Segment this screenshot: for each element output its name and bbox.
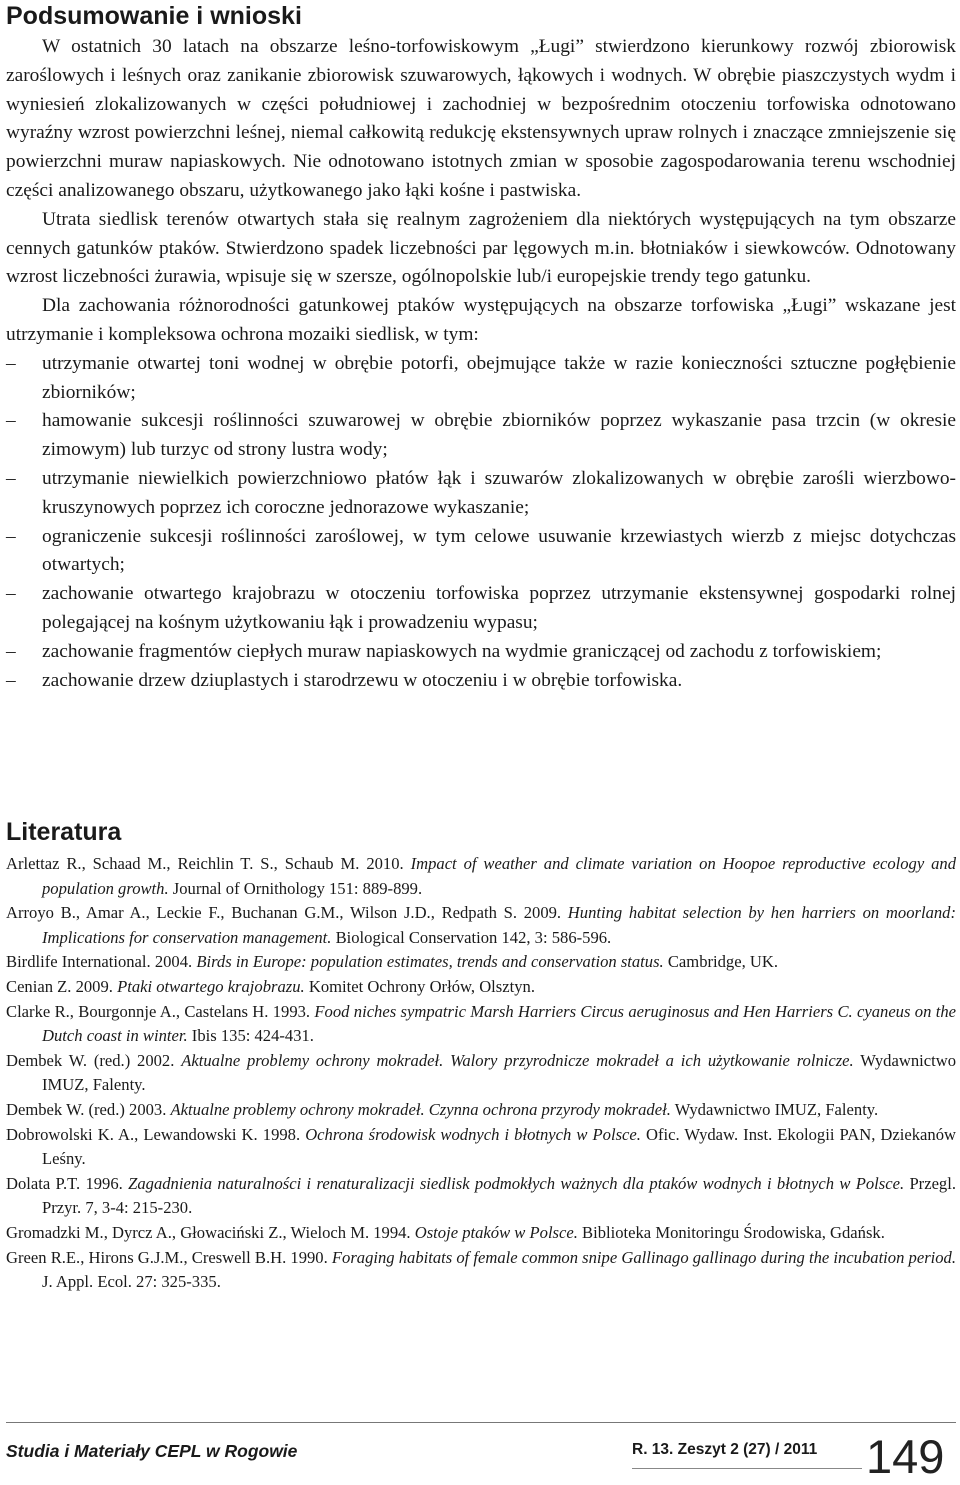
issue-label: R. 13. Zeszyt 2 (27) / 2011	[632, 1441, 818, 1458]
reference-source: Cambridge, UK.	[663, 952, 778, 972]
reference-authors: Dolata P.T. 1996.	[6, 1173, 129, 1193]
list-item	[6, 465, 956, 523]
recommendations-list	[6, 350, 956, 696]
reference-entry	[6, 1049, 956, 1098]
reference-source: Ibis 135: 424-431.	[187, 1026, 314, 1046]
list-item	[6, 580, 956, 638]
dash-marker: –	[6, 640, 16, 662]
reference-title: Ochrona środowisk wodnych i błotnych w Polsce.	[305, 1124, 641, 1144]
reference-entry	[6, 852, 956, 901]
reference-authors: Gromadzki M., Dyrcz A., Głowaciński Z., Wieloch M. 1994.	[6, 1222, 415, 1242]
dash-marker: –	[6, 669, 16, 691]
reference-source: Wydawnictwo IMUZ, Falenty.	[670, 1099, 879, 1119]
reference-title: Zagadnienia naturalności i renaturalizacji siedlisk podmokłych ważnych dla ptaków wodnych i błotnych w Polsce.	[128, 1173, 905, 1193]
reference-entry	[6, 1172, 956, 1221]
reference-title: Birds in Europe: population estimates, trends and conservation status.	[196, 952, 664, 972]
reference-title: Ostoje ptaków w Polsce.	[414, 1222, 578, 1242]
journal-title: Studia i Materiały CEPL w Rogowie	[6, 1441, 298, 1461]
reference-entry	[6, 1123, 956, 1172]
paragraph: Dla zachowania różnorodności gatunkowej ptaków występujących na obszarze torfowiska „Ługi” wskazane jest utrzymanie i kompleksowa ochrona mozaiki siedlisk, w tym:	[6, 295, 956, 345]
dash-marker: –	[6, 410, 16, 432]
list-item	[6, 523, 956, 581]
list-item	[6, 407, 956, 465]
reference-title: Hunting habitat selection by hen harriers on moorland: Implications for conservation management.	[42, 903, 956, 947]
reference-title: Food niches sympatric Marsh Harriers Circus aeruginosus and Hen Harriers C. cyaneus on the Dutch coast in winter.	[42, 1001, 956, 1046]
list-item-text: zachowanie drzew dziuplastych i starodrzewu w otoczeniu i w obrębie torfowiska.	[42, 669, 683, 691]
list-item-text: zachowanie otwartego krajobrazu w otoczeniu torfowiska poprzez utrzymanie ekstensywnej gospodarki rolnej polegającej na kośnym użytkowaniu łąk i prowadzeniu wypasu;	[42, 583, 956, 633]
reference-entry	[6, 901, 956, 950]
reference-entry	[6, 1098, 956, 1123]
list-item-text: utrzymanie otwartej toni wodnej w obrębie potorfi, obejmujące także w razie konieczności sztuczne pogłębienie zbiorników;	[42, 352, 956, 403]
reference-source: Wydawnictwo IMUZ, Falenty.	[42, 1050, 956, 1095]
reference-entry	[6, 1221, 956, 1246]
reference-authors: Dobrowolski K. A., Lewandowski K. 1998.	[6, 1124, 306, 1144]
list-item	[6, 638, 956, 667]
summary-body	[6, 33, 956, 695]
page-number: 149	[866, 1430, 945, 1483]
reference-authors: Dembek W. (red.) 2002.	[6, 1050, 182, 1070]
reference-title: Impact of weather and climate variation on Hoopoe reproductive ecology and population growth.	[42, 854, 957, 898]
reference-authors: Dembek W. (red.) 2003.	[6, 1099, 171, 1119]
reference-entry	[6, 950, 956, 975]
reference-authors: Arroyo B., Amar A., Leckie F., Buchanan G.M., Wilson J.D., Redpath S. 2009.	[6, 903, 568, 923]
reference-source: Komitet Ochrony Orłów, Olsztyn.	[304, 976, 535, 996]
reference-entry	[6, 975, 956, 1000]
reference-source: Biblioteka Monitoringu Środowiska, Gdańsk.	[577, 1222, 885, 1242]
reference-authors: Cenian Z. 2009.	[6, 976, 118, 996]
footer-divider	[6, 1422, 956, 1423]
reference-authors: Birdlife International. 2004.	[6, 952, 197, 972]
reference-entry	[6, 1000, 956, 1049]
section-heading-literature: Literatura	[6, 818, 122, 846]
reference-title: Ptaki otwartego krajobrazu.	[117, 976, 305, 996]
reference-authors: Arlettaz R., Schaad M., Reichlin T. S., Schaub M. 2010.	[6, 854, 411, 873]
reference-title: Aktualne problemy ochrony mokradeł. Czynna ochrona przyrody mokradeł.	[170, 1099, 671, 1119]
issue-underline	[632, 1468, 862, 1469]
reference-title: Aktualne problemy ochrony mokradeł. Walory przyrodnicze mokradeł a ich użytkowanie rolnicze.	[181, 1050, 854, 1070]
reference-source: Journal of Ornithology 151: 889-899.	[168, 878, 423, 898]
list-item-text: zachowanie fragmentów ciepłych muraw napiaskowych na wydmie graniczącej od zachodu z torfowiskiem;	[42, 640, 882, 662]
reference-authors: Green R.E., Hirons G.J.M., Creswell B.H. 1990.	[6, 1247, 332, 1267]
paragraph: W ostatnich 30 latach na obszarze leśno-torfowiskowym „Ługi” stwierdzono kierunkowy rozwój zbiorowisk zaroślowych i leśnych oraz zanikanie zbiorowisk szuwarowych, łąkowych i wodnych. W obrębie piaszczystych wydm i wyniesień zlokalizowanych w części południowej i zachodniej w bezpośrednim otoczeniu torfowiska odnotowano wyraźny wzrost powierzchni leśnej, niemal całkowitą redukcję ekstensywnych upraw rolnych i znaczące zmniejszenie się powierzchni muraw napiaskowych. Nie odnotowano istotnych zmian w sposobie zagospodarowania terenu wschodniej części analizowanego obszaru, użytkowanego jako łąki kośne i pastwiska.	[6, 36, 956, 201]
list-item	[6, 350, 956, 408]
dash-marker: –	[6, 467, 16, 489]
list-item-text: hamowanie sukcesji roślinności szuwarowej w obrębie zbiorników poprzez wykaszanie pasa trzcin (w okresie zimowym) lub turzyc od strony lustra wody;	[42, 410, 956, 461]
list-item	[6, 667, 956, 696]
reference-authors: Clarke R., Bourgonnje A., Castelans H. 1993.	[6, 1001, 315, 1021]
dash-marker: –	[6, 583, 16, 605]
dash-marker: –	[6, 352, 16, 374]
list-item-text: ograniczenie sukcesji roślinności zaroślowej, w tym celowe usuwanie krzewiastych wierzb z miejsc dotychczas otwartych;	[42, 525, 956, 576]
dash-marker: –	[6, 525, 16, 547]
reference-entry	[6, 1246, 956, 1295]
reference-source: Ofic. Wydaw. Inst. Ekologii PAN, Dziekanów Leśny.	[42, 1124, 956, 1169]
reference-list	[6, 852, 956, 1295]
paragraph: Utrata siedlisk terenów otwartych stała się realnym zagrożeniem dla niektórych występujących na tym obszarze cennych gatunków ptaków. Stwierdzono spadek liczebności par lęgowych m.in. błotniaków i siewkowców. Odnotowany wzrost liczebności żurawia, wpisuje się w szersze, ogólnopolskie lub/i europejskie trendy tego gatunku.	[6, 208, 956, 288]
reference-source: J. Appl. Ecol. 27: 325-335.	[42, 1272, 221, 1292]
reference-source: Przegl. Przyr. 7, 3-4: 215-230.	[42, 1173, 956, 1218]
list-item-text: utrzymanie niewielkich powierzchniowo płatów łąk i szuwarów zlokalizowanych w obrębie zarośli wierzbowo-kruszynowych poprzez ich coroczne jednorazowe wykaszanie;	[42, 467, 956, 518]
reference-source: Biological Conservation 142, 3: 586-596.	[331, 927, 612, 947]
reference-title: Foraging habitats of female common snipe Gallinago gallinago during the incubation period.	[331, 1247, 957, 1267]
section-heading-summary: Podsumowanie i wnioski	[6, 2, 302, 30]
